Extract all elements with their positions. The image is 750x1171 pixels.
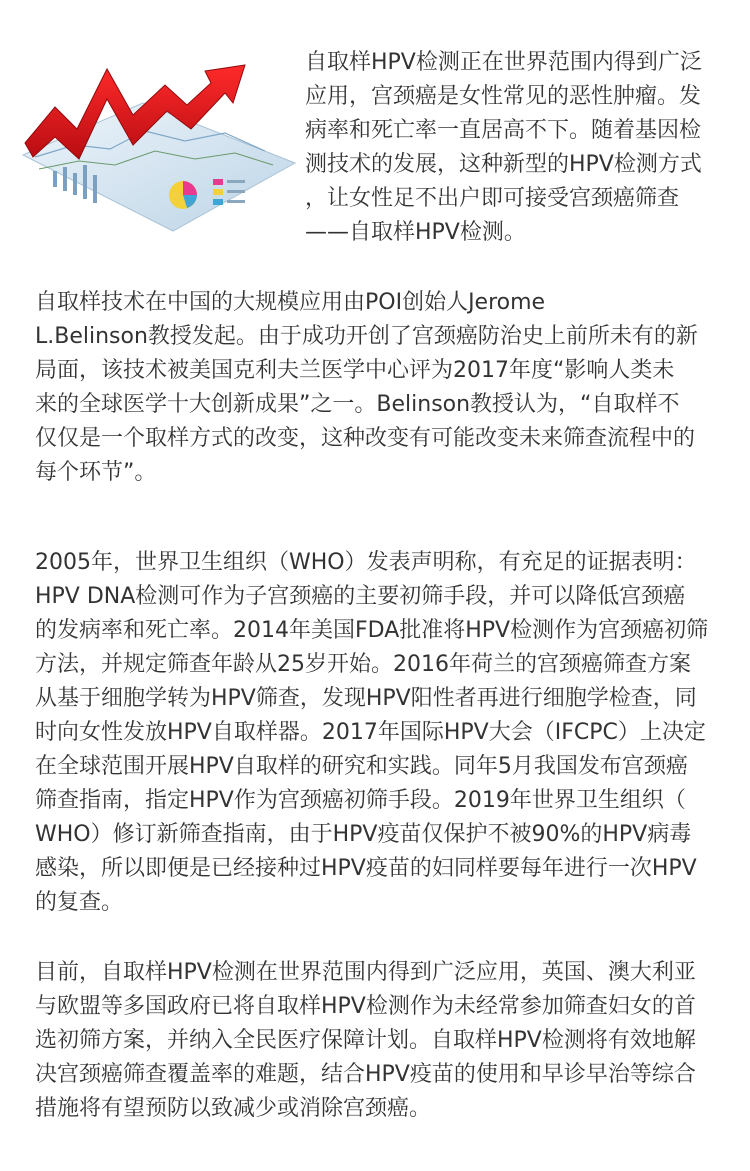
paragraph2-line: 从基于细胞学转为HPV筛查，发现HPV阳性者再进行细胞学检查，同: [35, 686, 697, 711]
paragraph2-line: 筛查指南，指定HPV作为宫颈癌初筛手段。2019年世界卫生组织（: [35, 788, 686, 813]
paragraph1-line: 每个环节”。: [35, 460, 157, 485]
paragraph1-line: 来的全球医学十大创新成果”之一。Belinson教授认为，“自取样不: [35, 392, 680, 417]
paragraph1-line: 仅仅是一个取样方式的改变，这种改变有可能改变未来筛查流程中的: [35, 426, 696, 451]
paragraph3-line: 与欧盟等多国政府已将自取样HPV检测作为未经常参加筛查妇女的首: [35, 994, 696, 1019]
intro-line: 应用，宫颈癌是女性常见的恶性肿瘤。发: [305, 84, 702, 109]
intro-line: ——自取样HPV检测。: [305, 220, 526, 245]
paragraph2-line: 的复查。: [35, 890, 124, 915]
paragraph2-line: 在全球范围开展HPV自取样的研究和实践。同年5月我国发布宫颈癌: [35, 754, 688, 779]
intro-line: ，让女性足不出户即可接受宫颈癌筛查: [305, 186, 680, 211]
paragraph1-line: L.Belinson教授发起。由于成功开创了宫颈癌防治史上前所未有的新: [35, 324, 698, 349]
paragraph3-line: 目前，自取样HPV检测在世界范围内得到广泛应用，英国、澳大利亚: [35, 960, 696, 985]
intro-line: 自取样HPV检测正在世界范围内得到广泛: [305, 50, 702, 75]
paragraph2-line: 2005年，世界卫生组织（WHO）发表声明称，有充足的证据表明：: [35, 550, 697, 575]
paragraph3-line: 决宫颈癌筛查覆盖率的难题，结合HPV疫苗的使用和早诊早治等综合: [35, 1062, 696, 1087]
paragraph2-line: HPV DNA检测可作为子宫颈癌的主要初筛手段，并可以降低宫颈癌: [35, 584, 686, 609]
paragraph2-line: 感染，所以即便是已经接种过HPV疫苗的妇同样要每年进行一次HPV: [35, 856, 697, 881]
intro-line: 病率和死亡率一直居高不下。随着基因检: [305, 118, 702, 143]
paragraph2-line: 时向女性发放HPV自取样器。2017年国际HPV大会（IFCPC）上决定: [35, 720, 706, 745]
rising-red-arrow-chart-illustration: [15, 45, 300, 240]
paragraph1-line: 局面，该技术被美国克利夫兰医学中心评为2017年度“影响人类未: [35, 358, 675, 383]
paragraph2-line: 方法，并规定筛查年龄从25岁开始。2016年荷兰的宫颈癌筛查方案: [35, 652, 691, 677]
paragraph3-line: 措施将有望预防以致减少或消除宫颈癌。: [35, 1096, 432, 1121]
paragraph3-line: 选初筛方案，并纳入全民医疗保障计划。自取样HPV检测将有效地解: [35, 1028, 696, 1053]
paragraph2-line: 的发病率和死亡率。2014年美国FDA批准将HPV检测作为宫颈癌初筛: [35, 618, 709, 643]
paragraph1-line: 自取样技术在中国的大规模应用由POI创始人Jerome: [35, 290, 546, 315]
intro-line: 测技术的发展，这种新型的HPV检测方式: [305, 152, 702, 177]
paragraph2-line: WHO）修订新筛查指南，由于HPV疫苗仅保护不被90%的HPV病毒: [35, 822, 692, 847]
